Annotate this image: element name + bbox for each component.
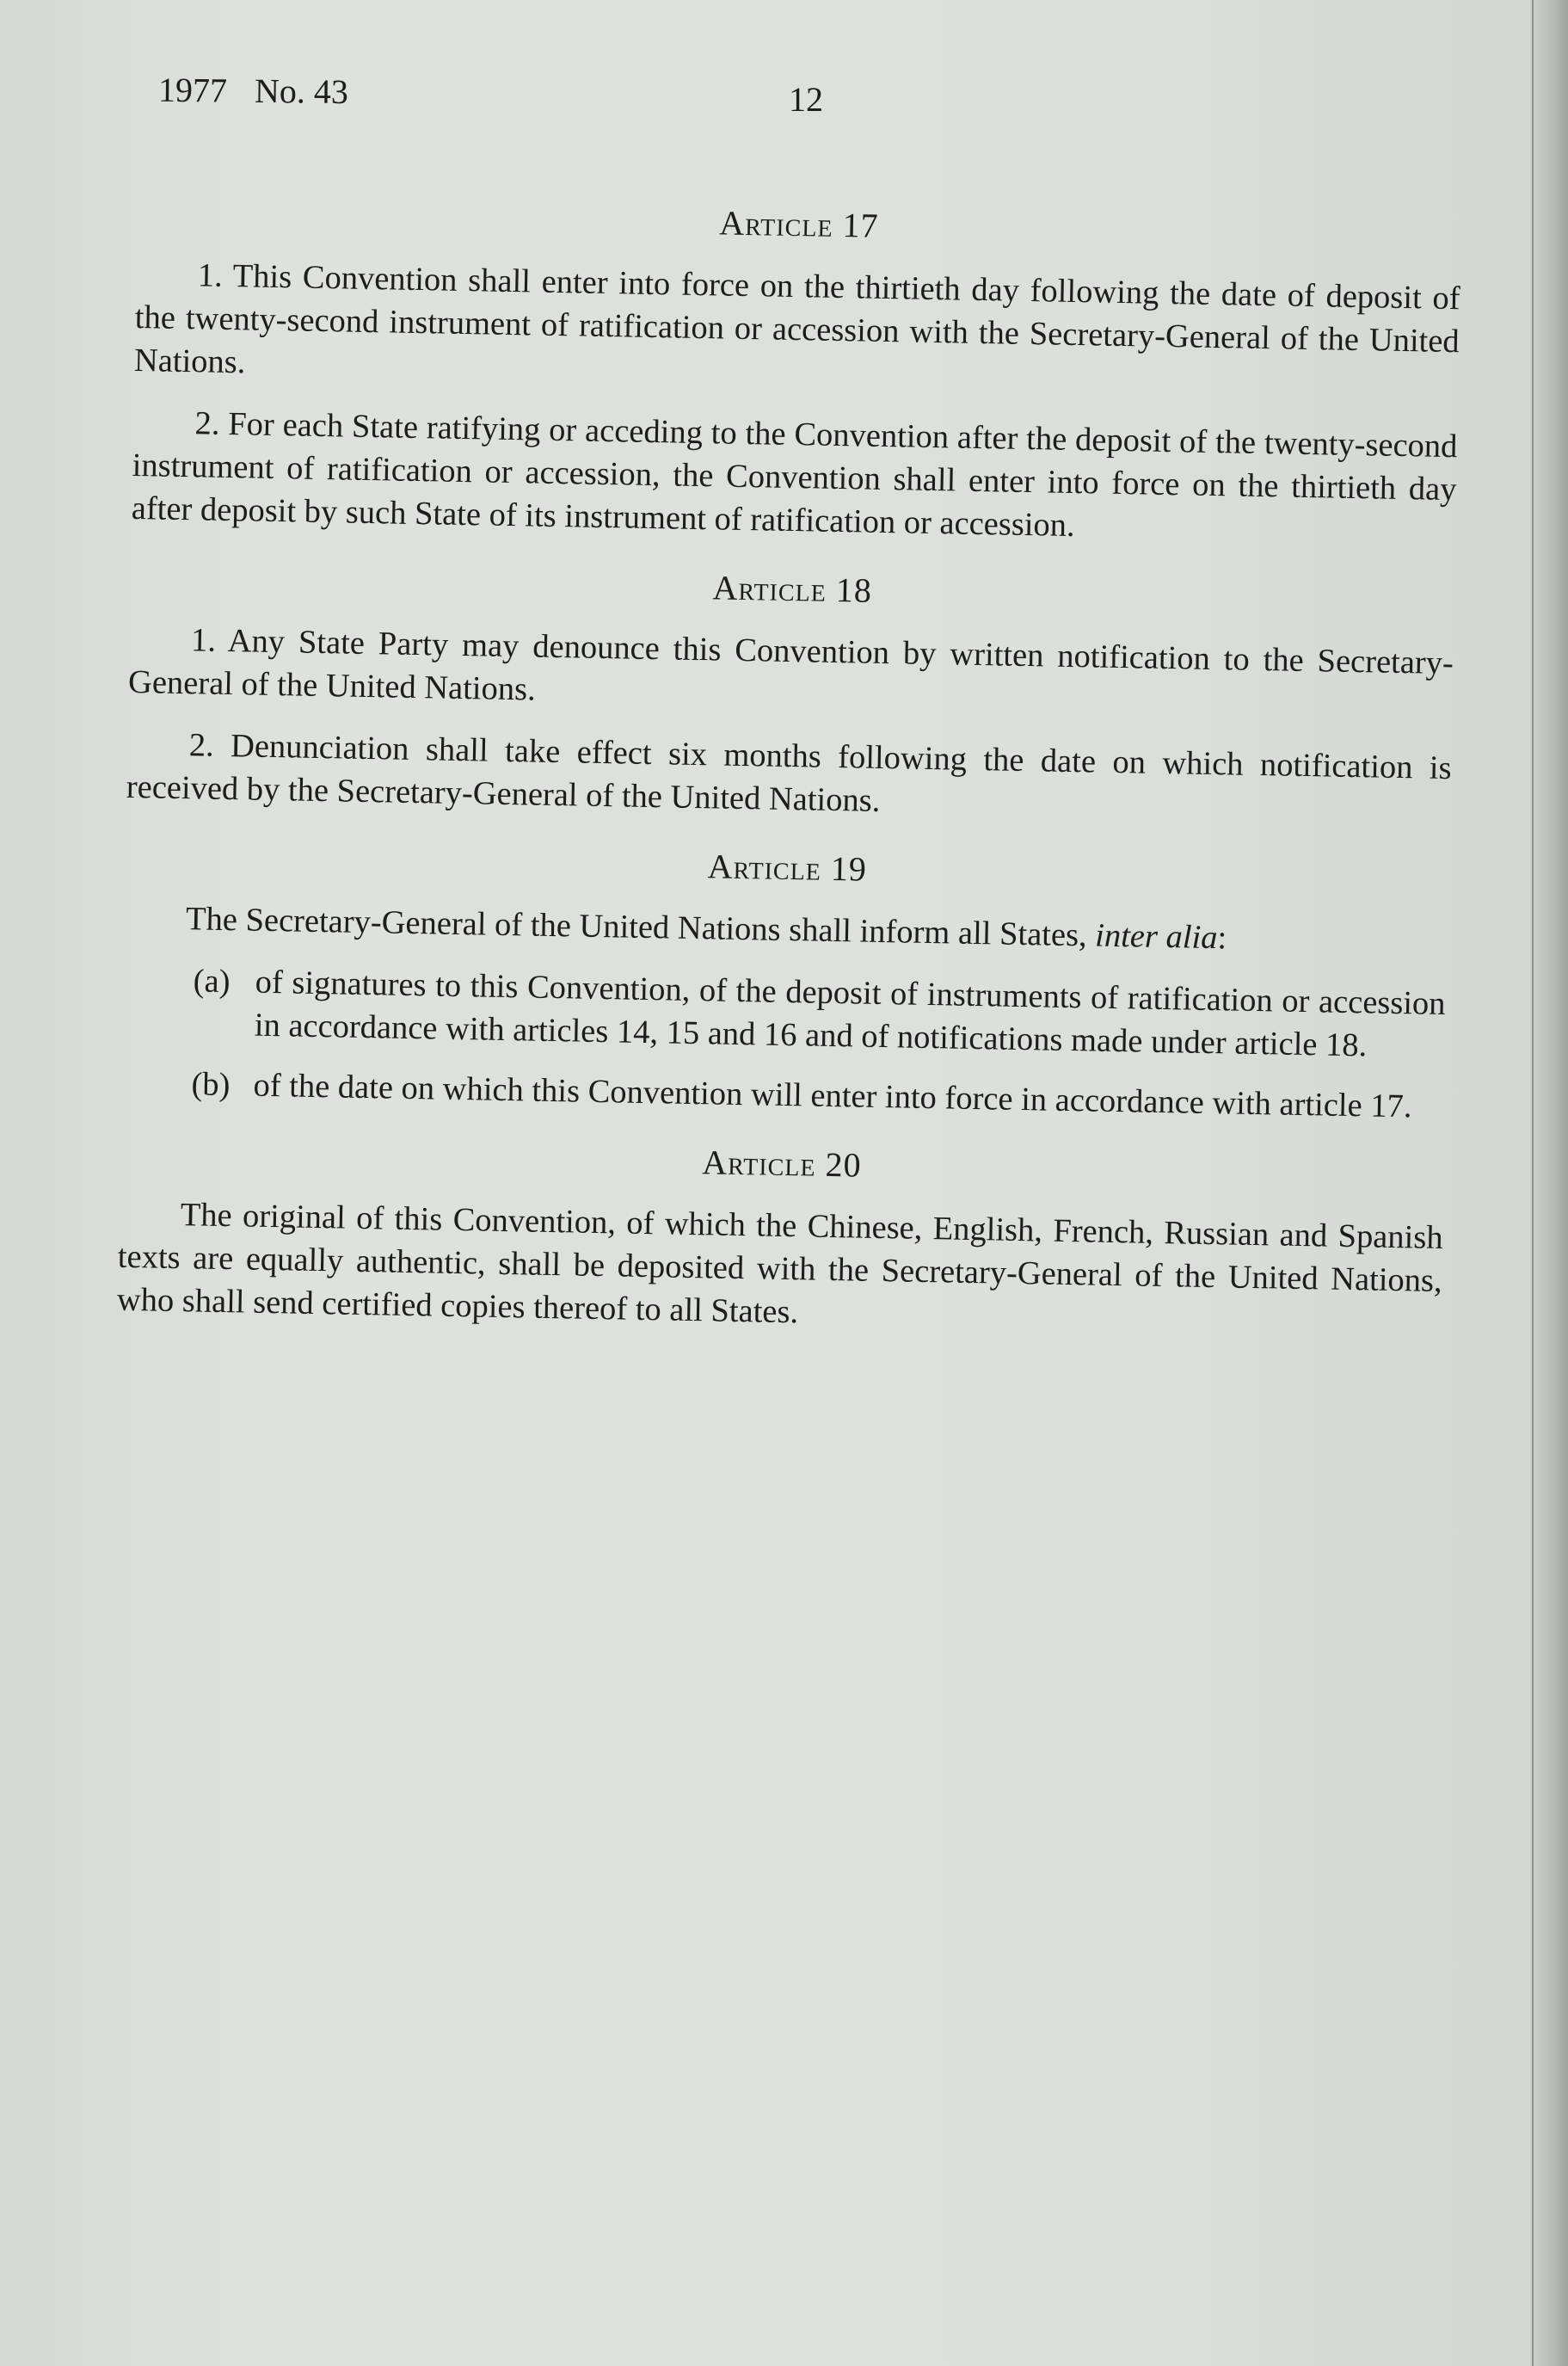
article-17-paragraph-2: 2. For each State ratifying or acceding to the Convention after the deposit of the twenty-second instrument of ratification or accession, the Convention shall enter into force on the thirtieth day after deposit by such State of its instrument of ratification or accession. <box>131 405 1458 545</box>
page-edge-line <box>1532 0 1534 2366</box>
article-19-intro-suffix: : <box>1217 920 1227 957</box>
article-20-paragraph-1: The original of this Convention, of which the Chinese, English, French, Russian and Spanish texts are equally authentic, shall be deposited with the Secretary-General of the United Nations, who shall send certified copies thereof to all States. <box>116 1197 1443 1331</box>
page-edge <box>1530 0 1568 2366</box>
item-label: (b) <box>191 1066 231 1104</box>
article-19-intro-emphasis: inter alia <box>1094 917 1218 957</box>
article-18-paragraph-2: 2. Denunciation shall take effect six months following the date on which notification is received by the Secretary-General of the United Nations. <box>126 727 1452 819</box>
article-19-heading: Article 19 <box>707 847 868 889</box>
document-body <box>116 172 1462 1365</box>
item-label: (a) <box>193 963 231 1001</box>
article-19-intro <box>124 896 1449 964</box>
running-head-year: 1977 <box>157 70 228 110</box>
article-18-paragraph-1: 1. Any State Party may denounce this Convention by written notification to the Secretary-General of the United Nations. <box>127 622 1454 708</box>
item-text: of the date on which this Convention will enter into force in accordance with article 17. <box>253 1067 1412 1125</box>
article-19-item-a <box>121 958 1448 1069</box>
article-17-paragraph-1: 1. This Convention shall enter into force on the thirtieth day following the date of deposit of the twenty-second instrument of ratification or accession with the Secretary-General of the United Nations. <box>133 257 1460 381</box>
running-head <box>158 70 367 113</box>
article-17-heading: Article 17 <box>719 203 880 245</box>
article-19-intro-prefix: The Secretary-General of the United Nations shall inform all States, <box>185 901 1096 954</box>
article-18-heading: Article 18 <box>712 568 873 610</box>
page-number: 12 <box>789 80 823 119</box>
article-20-heading: Article 20 <box>702 1143 862 1185</box>
running-head-number: No. 43 <box>254 71 349 112</box>
article-19-item-b <box>120 1062 1446 1129</box>
item-text: of signatures to this Convention, of the deposit of instruments of ratification or accession in accordance with articles 14, 15 and 16 and of notifications made under article 18. <box>254 964 1446 1064</box>
